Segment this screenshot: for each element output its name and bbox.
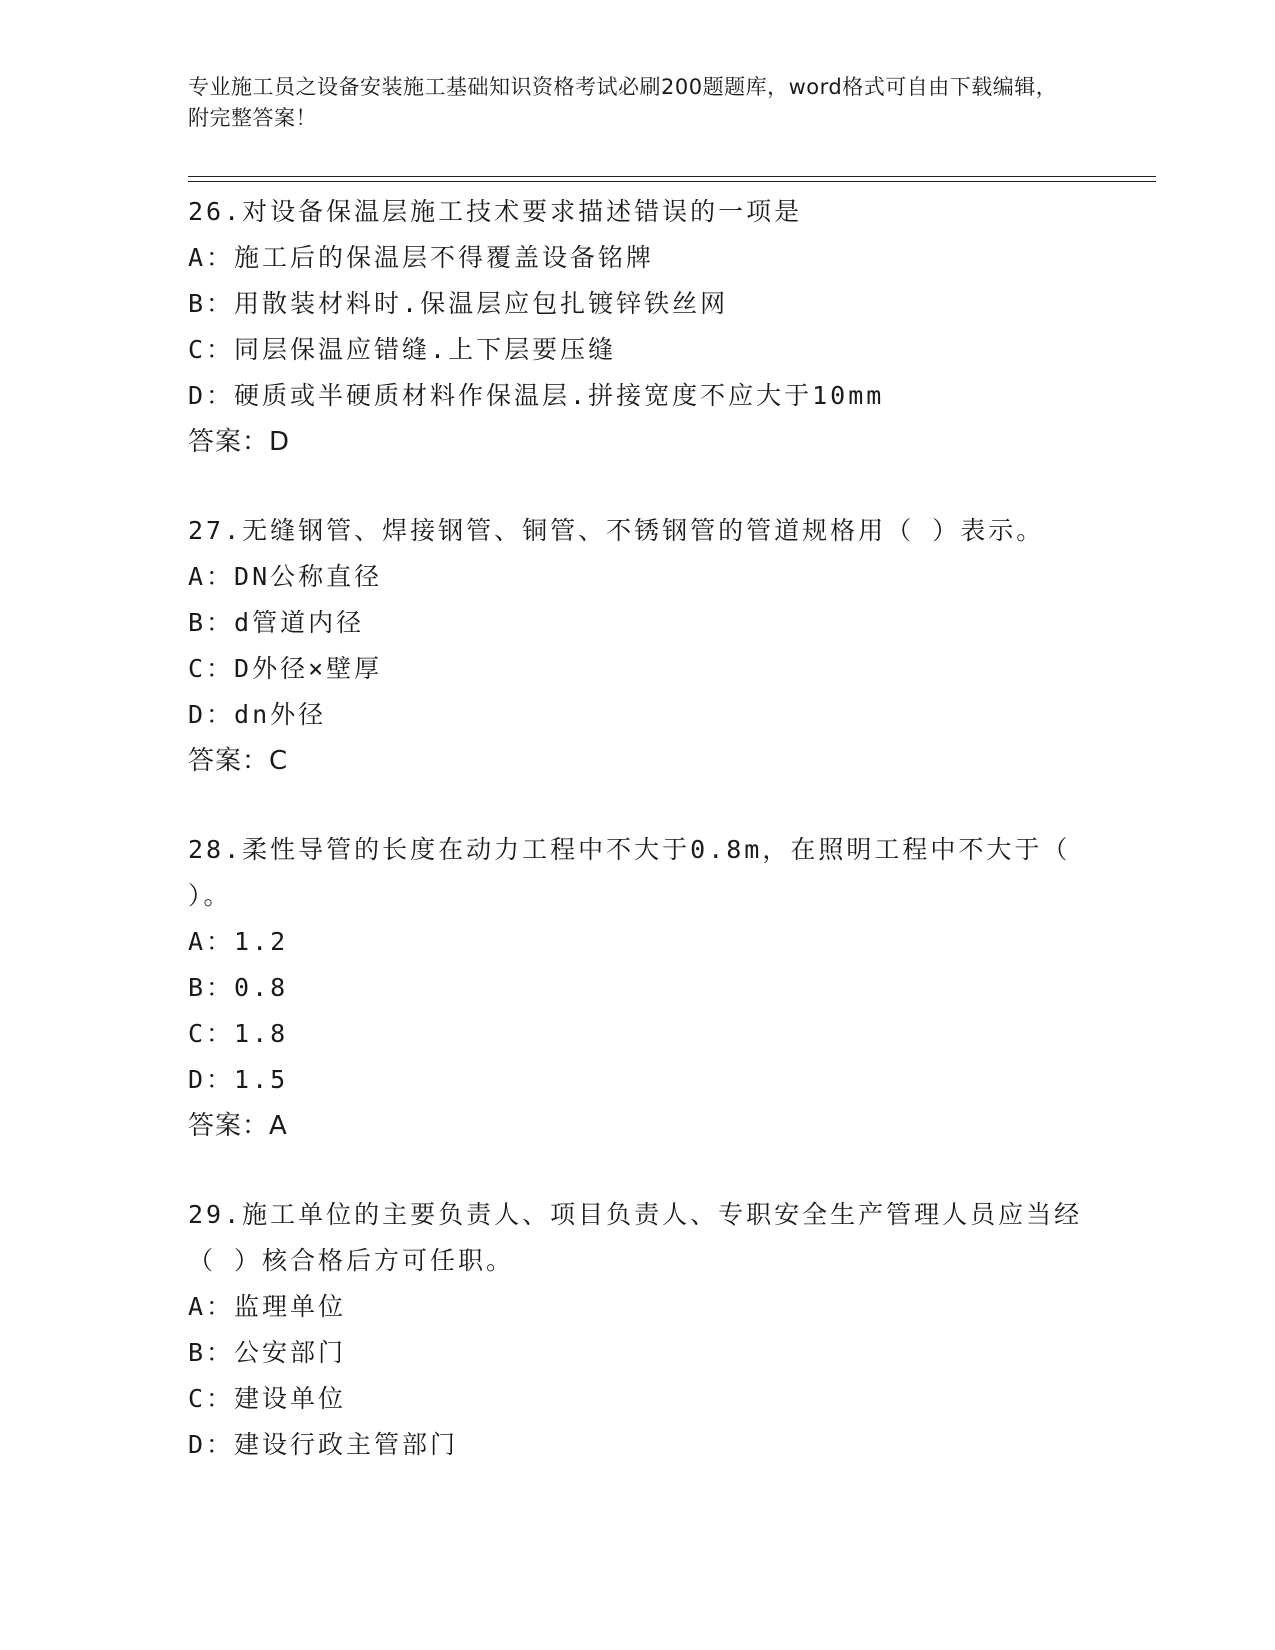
option-c: C：同层保温应错缝.上下层要压缝 (188, 335, 617, 364)
option-b: B：0.8 (188, 973, 289, 1002)
question-stem: 27.无缝钢管、焊接钢管、铜管、不锈钢管的管道规格用（ ）表示。 (188, 516, 1045, 545)
option-d: D：1.5 (188, 1065, 289, 1094)
question-list (188, 189, 1088, 1468)
option-a: A：监理单位 (188, 1292, 347, 1321)
option-d: D：dn外径 (188, 700, 327, 729)
question-stem: 29.施工单位的主要负责人、项目负责人、专职安全生产管理人员应当经（ ）核合格后方可任职。 (188, 1200, 1083, 1275)
question-27 (188, 508, 1088, 784)
question-28 (188, 827, 1088, 1149)
option-b: B：用散装材料时.保温层应包扎镀锌铁丝网 (188, 289, 729, 318)
question-26 (188, 189, 1088, 465)
question-stem: 28.柔性导管的长度在动力工程中不大于0.8m，在照明工程中不大于（ ）。 (188, 835, 1071, 910)
answer-line: 答案：A (188, 1111, 288, 1141)
option-b: B：公安部门 (188, 1338, 347, 1367)
option-b: B：d管道内径 (188, 608, 365, 637)
document-header: 专业施工员之设备安装施工基础知识资格考试必刷200题题库，word格式可自由下载编辑，附完整答案！ (188, 75, 1058, 130)
answer-line: 答案：C (188, 746, 289, 776)
header-rule-top (188, 176, 1156, 177)
option-a: A：施工后的保温层不得覆盖设备铭牌 (188, 243, 655, 272)
option-c: C：建设单位 (188, 1384, 347, 1413)
option-c: C：D外径×壁厚 (188, 654, 383, 683)
option-c: C：1.8 (188, 1019, 289, 1048)
header-rule-bottom (188, 181, 1156, 182)
answer-line: 答案：D (188, 427, 291, 457)
option-d: D：硬质或半硬质材料作保温层.拼接宽度不应大于10mm (188, 381, 885, 410)
option-a: A：1.2 (188, 927, 289, 956)
spacer (188, 784, 1088, 827)
spacer (188, 1149, 1088, 1192)
option-a: A：DN公称直径 (188, 562, 383, 591)
option-d: D：建设行政主管部门 (188, 1430, 459, 1459)
question-29 (188, 1192, 1088, 1468)
spacer (188, 465, 1088, 508)
question-stem: 26.对设备保温层施工技术要求描述错误的一项是 (188, 197, 803, 226)
